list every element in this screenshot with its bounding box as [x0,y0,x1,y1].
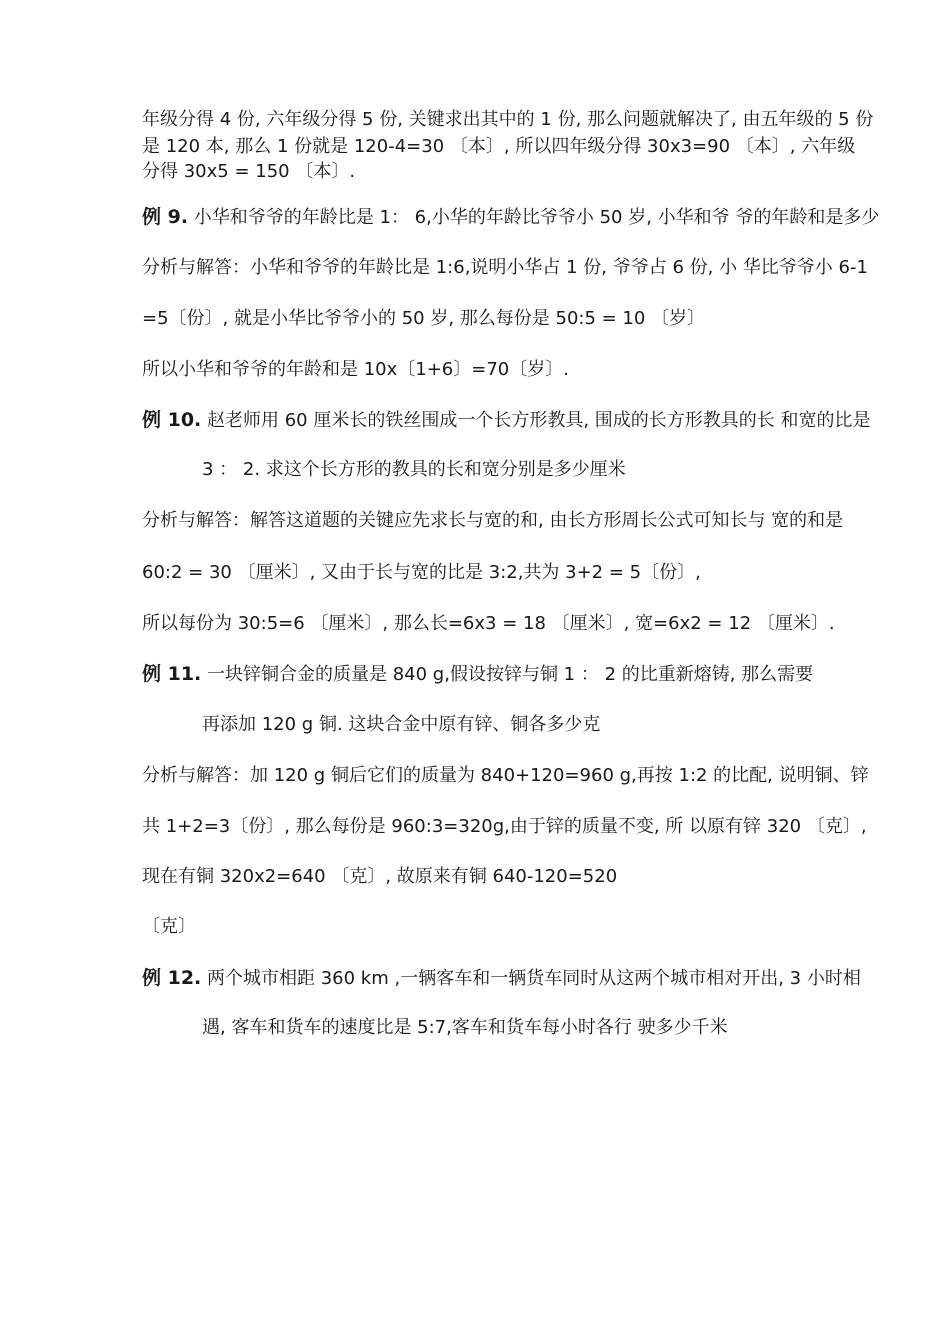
example-11-answer-line-2: 共 1+2=3〔份〕, 那么每份是 960:3=320g,由于锌的质量不变, 所 以原有锌 320 〔克〕, [142,816,867,837]
example-9-question-text: 小华和爷爷的年龄比是 1： 6,小华的年龄比爷爷小 50 岁, 小华和爷 爷的年龄和是多少 [188,207,880,228]
example-11-answer-line-1: 分析与解答：加 120 g 铜后它们的质量为 840+120=960 g,再按 1:2 的比配, 说明铜、锌 [142,765,869,786]
example-10-answer-line-1: 分析与解答：解答这道题的关键应先求长与宽的和, 由长方形周长公式可知长与 宽的和是 [142,510,844,531]
example-10-question [142,408,871,433]
example-11-answer-line-3: 现在有铜 320x2=640 〔克〕, 故原来有铜 640-120=520 [142,866,618,887]
example-11-question [142,662,813,687]
example-9-answer-line-3: 所以小华和爷爷的年龄和是 10x〔1+6〕=70〔岁〕. [142,359,569,380]
example-12-question-text: 两个城市相距 360 km ,一辆客车和一辆货车同时从这两个城市相对开出, 3 小时相 [201,968,861,989]
example-9-label: 例 9. [142,206,189,228]
example-11-answer-line-4: 〔克〕 [142,916,196,937]
example-9-answer-line-1: 分析与解答：小华和爷爷的年龄比是 1:6,说明小华占 1 份, 爷爷占 6 份, 小 华比爷爷小 6-1 [142,257,868,278]
example-11-question-text: 一块锌铜合金的质量是 840 g,假设按锌与铜 1 ： 2 的比重新熔铸, 那么需要 [201,664,814,685]
example-10-label: 例 10. [142,409,202,431]
example-11-question-cont: 再添加 120 g 铜. 这块合金中原有锌、铜各多少克 [202,714,601,735]
intro-line-1: 年级分得 4 份, 六年级分得 5 份, 关键求出其中的 1 份, 那么问题就解决了, 由五年级的 5 份 [142,109,874,130]
example-10-answer-line-2: 60:2 = 30 〔厘米〕, 又由于长与宽的比是 3:2,共为 3+2 = 5〔份〕, [142,562,701,583]
example-9-answer-line-2: =5〔份〕, 就是小华比爷爷小的 50 岁, 那么每份是 50:5 = 10 〔岁〕 [142,308,706,329]
example-10-answer-line-3: 所以每份为 30:5=6 〔厘米〕, 那么长=6x3 = 18 〔厘米〕, 宽=6x2 = 12 〔厘米〕. [142,613,835,634]
example-12-label: 例 12. [142,967,202,989]
example-11-label: 例 11. [142,663,202,685]
example-12-question [142,966,861,991]
example-10-question-cont: 3 ： 2. 求这个长方形的教具的长和宽分别是多少厘米 [202,459,626,480]
example-9-question [142,205,879,230]
intro-line-2: 是 120 本, 那么 1 份就是 120-4=30 〔本〕, 所以四年级分得 30x3=90 〔本〕, 六年级 [142,136,856,157]
example-10-question-text: 赵老师用 60 厘米长的铁丝围成一个长方形教具, 围成的长方形教具的长 和宽的比是 [201,410,871,431]
intro-line-3: 分得 30x5 = 150 〔本〕. [142,161,356,182]
example-12-question-cont: 遇, 客车和货车的速度比是 5:7,客车和货车每小时各行 驶多少千米 [202,1017,728,1038]
